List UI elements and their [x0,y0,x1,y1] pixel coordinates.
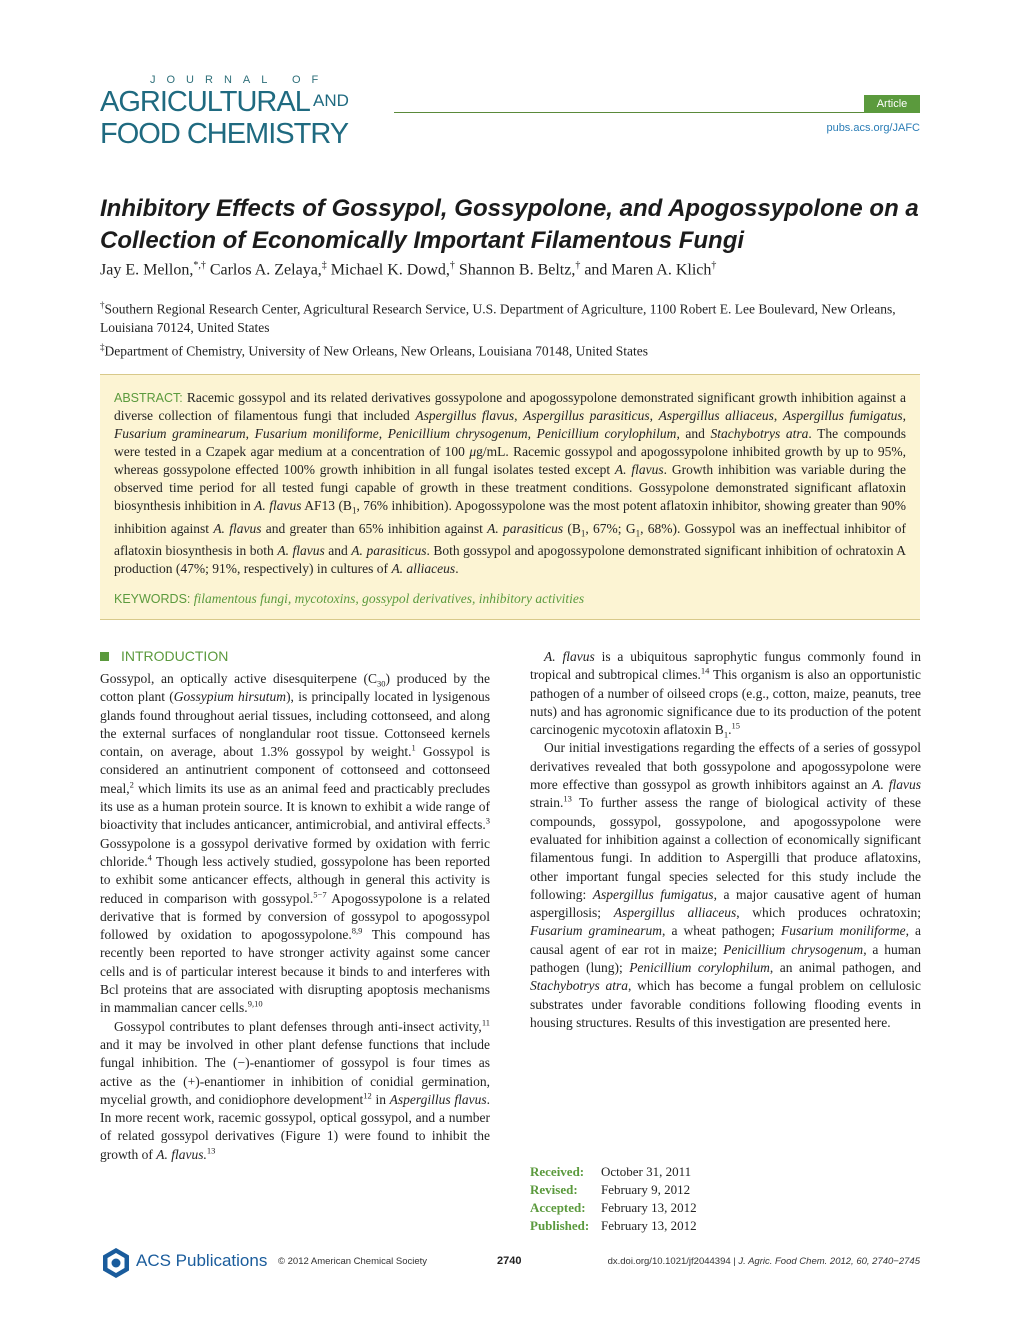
author-name[interactable]: Carlos A. Zelaya, [209,261,322,279]
author-name[interactable]: Michael K. Dowd, [330,261,450,279]
affiliation-mark: ‡ [100,342,105,352]
date-row [530,1163,697,1181]
author-mark: † [711,260,717,271]
author-mark: ‡ [321,260,327,271]
article-dates [530,1163,697,1235]
keywords-line [114,591,906,607]
body-paragraph: A. flavus is a ubiquitous saprophytic fungus commonly found in tropical and subtropical climes.$^{14}$ This organism is also an opportunistic pathogen of a number of oilseed crops (e.g., cotton, maize, peanuts, tree nuts) and has agronomic significance due to its production of the potent carcinogenic mycotoxin aflatoxin $B_1.^{15}$ [530,649,921,740]
author-list [100,260,930,279]
publisher-name: ACS Publications [136,1251,268,1270]
article-type-badge: Article [864,95,920,113]
date-row [530,1181,697,1199]
keywords-text: filamentous fungi, mycotoxins, gossypol derivatives, inhibitory activities [193,591,585,606]
affiliation-text: Department of Chemistry, University of New Orleans, New Orleans, Louisiana 70148, United States [104,343,649,359]
journal-name-line2: FOOD CHEMISTRY [100,118,349,150]
section-heading-introduction [100,648,228,664]
acs-logo-icon [100,1247,132,1279]
header-rule [394,112,920,113]
journal-url-link[interactable]: pubs.acs.org/JAFC [826,122,920,134]
affiliation-mark: † [100,300,105,310]
author-name[interactable]: Jay E. Mellon, [100,261,194,279]
body-paragraph: Gossypol contributes to plant defenses through anti-insect activity,$^{11}$ and it may be involved in other plant defense functions that include fungal inhibition. The (−)-enantiomer of gossypol is four times as active as the (+)-enantiomer in inhibition of conidial germination, mycelial growth, and conidiophore development$^{12}$ in Aspergillus flavus. In more recent work, racemic gossypol, optical gossypol, and a number of related gossypol derivatives (Figure 1) were found to inhibit the growth of A. flavus.$^{13}$ [100,1017,490,1162]
author-mark: † [449,260,455,271]
page-number: 2740 [497,1255,522,1267]
journal-citation: J. Agric. Food Chem. 2012, 60, 2740−2745 [738,1256,920,1267]
doi-link[interactable]: dx.doi.org/10.1021/jf2044394 [607,1256,731,1267]
date-label: Published: [530,1218,590,1233]
body-column-right [530,648,921,1032]
date-label: Accepted: [530,1200,586,1215]
square-bullet-icon [100,652,109,661]
date-label: Revised: [530,1182,578,1197]
body-paragraph: Gossypol, an optically active disesquiterpene $(C_{30})$ produced by the cotton plant (Gossypium hirsutum), is principally located in lysigenous glands found throughout aerial tissues, including cottonseed, and along the external surfaces of nonglandular root tissue. Cottonseed kernels contain, on average, about 1.3% gossypol by weight.$^1$ Gossypol is considered an antinutrient component of cottonseed and cottonseed meal,$^2$ which limits its use as an animal feed and practicably precludes its use as a human protein source. It is known to exhibit a wide range of bioactivity that includes anticancer, antimicrobial, and antiviral effects.$^3$ Gossypolone is a gossypol derivative formed by oxidation with ferric chloride.$^4$ Though less actively studied, gossypolone has been reported to exhibit some anticancer effects, although in general this activity is reduced in comparison with gossypol.$^{5-7}$ Apogossypolone is a related derivative that is formed by conversion of gossypol to apogossypol followed by oxidation to apogossypolone.$^{8,9}$ This compound has recently been reported to have stronger activity against some cancer cells and is of particular interest because it binds to and interferes with Bcl proteins that are associated with disrupting apoptosis mechanisms in mammalian cancer cells.$^{9,10}$ [100,671,491,1016]
affiliation [100,296,930,337]
abstract-label: ABSTRACT: [114,391,183,405]
date-row [530,1199,697,1217]
author-mark: *,† [193,260,206,271]
author-name[interactable]: and Maren A. Klich [584,261,712,279]
date-value: October 31, 2011 [601,1164,692,1179]
journal-name-and: AND [313,91,349,110]
copyright-notice: © 2012 American Chemical Society [278,1256,428,1267]
body-column-left [100,670,490,1164]
article-title: Inhibitory Effects of Gossypol, Gossypolone, and Apogossypolone on a Collection of Economically Important Filamentous Fungi [100,195,919,254]
affiliation-text: Southern Regional Research Center, Agricultural Research Service, U.S. Department of Agriculture, 1100 Robert E. Lee Boulevard, New Orleans, Louisiana 70124, United States [100,301,896,335]
date-value: February 13, 2012 [601,1200,697,1215]
citation-line: dx.doi.org/10.1021/jf2044394 | J. Agric. Food Chem. 2012, 60, 2740−2745 [607,1256,920,1267]
date-value: February 9, 2012 [601,1182,691,1197]
abstract-text: ABSTRACT: Racemic gossypol and its related derivatives gossypolone and apogossypolone demonstrated significant growth inhibition against a diverse collection of filamentous fungi that included Aspergillus flavus, Aspergillus parasiticus, Aspergillus alliaceus, Aspergillus fumigatus, Fusarium graminearum, Fusarium moniliforme, Penicillium chrysogenum, Penicillium corylophilum, and Stachybotrys atra. The compounds were tested in a Czapek agar medium at a concentration of 100 μg/mL. Racemic gossypol and apogossypolone inhibited growth by up to 95%, whereas gossypolone effected 100% growth inhibition in all fungal isolates tested except A. flavus. Growth inhibition was variable during the observed time period for all tested fungi capable of growth in these treatment conditions. Gossypolone demonstrated significant aflatoxin biosynthesis inhibition in A. flavus AF13 ($B_1$, 76% inhibition). Apogossypolone was the most potent aflatoxin inhibitor, showing greater than 90% inhibition against A. flavus and greater than 65% inhibition against A. parasiticus ($B_1$, 67%; $G_1$, 68%). Gossypol was an ineffectual inhibitor of aflatoxin biosynthesis in both A. flavus and A. parasiticus. Both gossypol and apogossypolone demonstrated significant inhibition of ochratoxin A production (47%; 91%, respectively) in cultures of A. alliaceus. [114,390,907,577]
body-paragraph: Our initial investigations regarding the effects of a series of gossypol derivatives revealed that both gossypolone and apogossypolone were more effective than gossypol as growth inhibitors against an A. flavus strain.$^{13}$ To further assess the range of biological activity of these compounds, gossypol, gossypolone, and apogossypolone were evaluated for inhibition against a collection of economically significant filamentous fungi. In addition to Aspergilli that produce aflatoxins, other important fungal species selected for this study include the following: Aspergillus fumigatus, a major causative agent of human aspergillosis; Aspergillus alliaceus, which produces ochratoxin; Fusarium graminearum, a wheat pathogen; Fusarium moniliforme, a causal agent of ear rot in maize; Penicillium chrysogenum, a human pathogen (lung); Penicillium corylophilum, an animal pathogen, and Stachybotrys atra, which has become a fungal problem on cellulosic substrates under favorable conditions following flooding events in housing structures. Results of this investigation are presented here. [530,740,921,1030]
section-heading-text: INTRODUCTION [121,648,229,664]
date-row [530,1217,697,1235]
author-mark: † [575,260,581,271]
author-name[interactable]: Shannon B. Beltz, [458,261,576,279]
date-value: February 13, 2012 [601,1218,697,1233]
keywords-label: KEYWORDS: [114,592,191,606]
abstract-box [100,374,920,620]
journal-name-line1: AGRICULTURAL [100,86,310,118]
date-label: Received: [530,1164,585,1179]
affiliation [100,338,930,361]
journal-name-small: JOURNAL OF [150,74,330,86]
